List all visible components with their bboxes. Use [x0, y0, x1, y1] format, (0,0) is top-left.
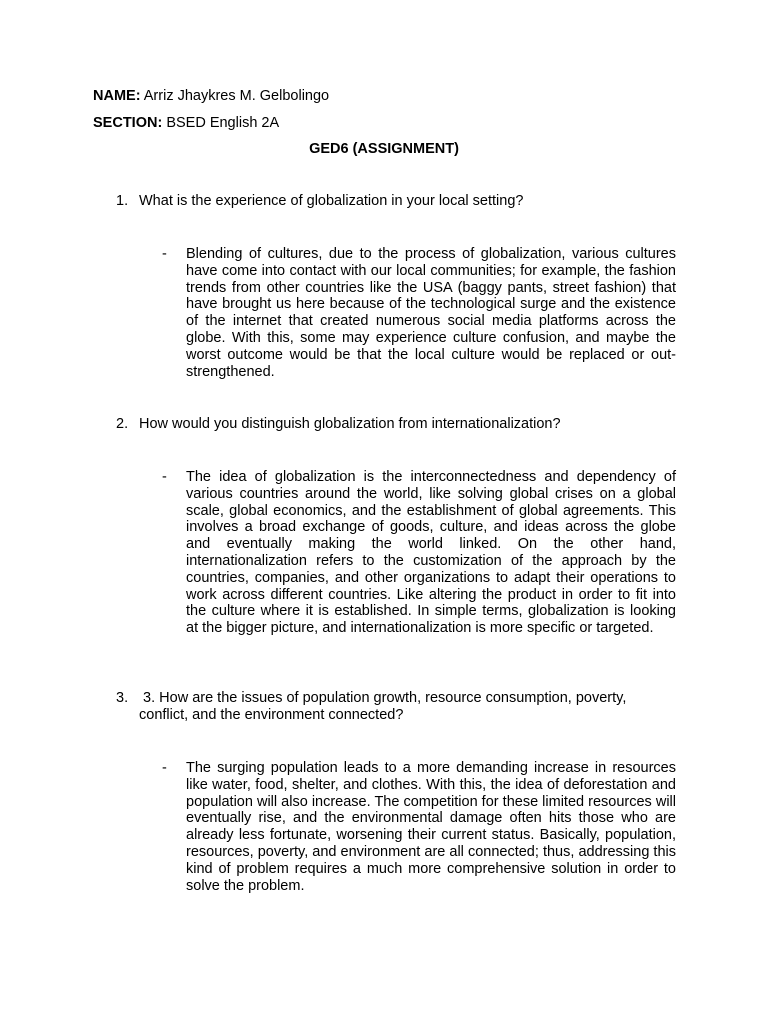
answer-text: The idea of globalization is the interconnectedness and dependency of various countries around the world, like solving global crises on a global scale, global economics, and the establishment of global agreements. This involves a broad exchange of goods, culture, and ideas across the globe and eventually making the world linked. On the other hand, internationalization refers to the customization of the approach by the countries, companies, and other organizations to adapt their operations to work across different countries. Like altering the product in order to fit into the culture where it is established. In simple terms, globalization is looking at the bigger picture, and internationalization is more specific or targeted.	[186, 469, 676, 637]
question-1	[116, 193, 676, 210]
name-line	[93, 88, 329, 105]
section-label: SECTION:	[93, 115, 163, 131]
question-2	[116, 416, 676, 433]
name-label: NAME:	[93, 88, 141, 104]
question-number: 2.	[116, 416, 129, 432]
document-title: GED6 (ASSIGNMENT)	[309, 141, 459, 157]
bullet-dash: -	[162, 246, 167, 262]
answer-3	[162, 760, 676, 894]
question-text: 3. How are the issues of population growth, resource consumption, poverty, conflict, and the environment connected?	[139, 690, 631, 723]
answer-text: The surging population leads to a more demanding increase in resources like water, food, shelter, and clothes. With this, the idea of deforestation and population will also increase. The competition for these limited resources will eventually rise, and the environmental damage often hits those who are already less fortunate, worsening their current status. Basically, population, resources, poverty, and environment are all connected; thus, addressing this kind of problem requires a much more comprehensive solution in order to solve the problem.	[186, 760, 676, 894]
bullet-dash: -	[162, 760, 167, 776]
answer-2	[162, 469, 676, 637]
section-line	[93, 115, 279, 132]
answer-text: Blending of cultures, due to the process of globalization, various cultures have come into contact with our local communities; for example, the fashion trends from other countries like the USA (baggy pants, street fashion) that have brought us here because of the technological surge and the existence of the internet that created numerous social media platforms across the globe. With this, some may experience culture confusion, and maybe the worst outcome would be that the local culture would be replaced or out-strengthened.	[186, 246, 676, 380]
answer-1	[162, 246, 676, 380]
question-number: 3.	[116, 690, 129, 706]
question-number: 1.	[116, 193, 129, 209]
bullet-dash: -	[162, 469, 167, 485]
question-text: What is the experience of globalization in your local setting?	[139, 193, 524, 209]
question-3	[116, 690, 676, 724]
section-value: BSED English 2A	[166, 115, 280, 131]
question-text: How would you distinguish globalization from internationalization?	[139, 416, 561, 432]
name-value: Arriz Jhaykres M. Gelbolingo	[143, 88, 330, 104]
